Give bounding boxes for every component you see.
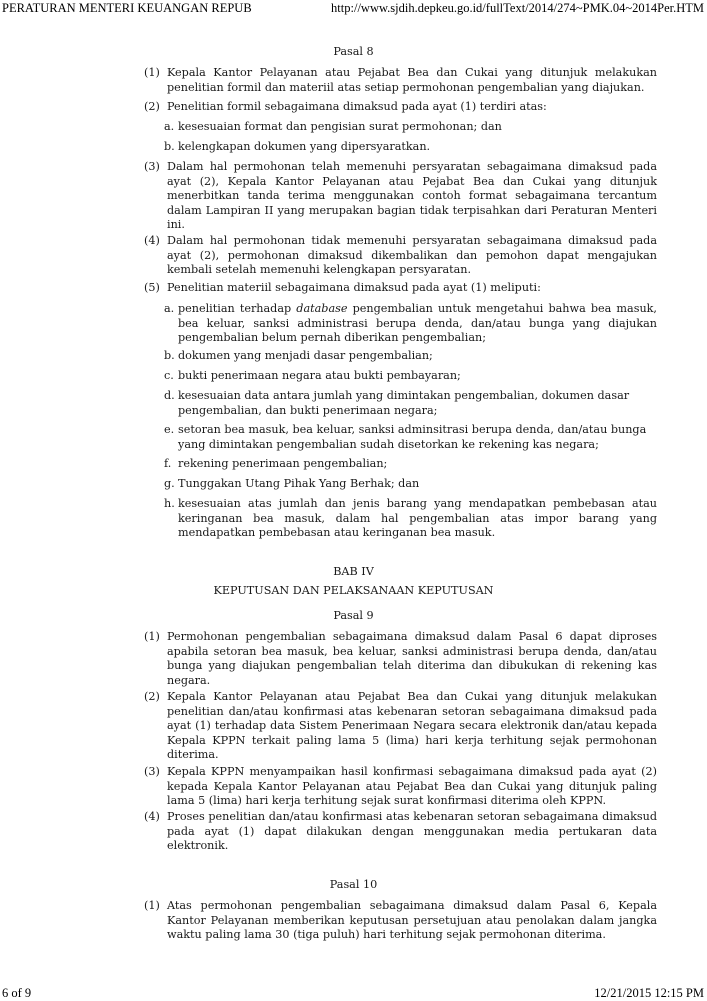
item-letter: a.: [164, 302, 175, 315]
ayat-number: (2): [144, 690, 160, 703]
pasal-8-ayat-5: [144, 281, 657, 296]
item-text: penelitian terhadap database pengembalian untuk mengetahui bahwa bea masuk, bea keluar, sanksi administrasi berupa denda, dan/atau bunga yang diajukan pengembalian belum pernah diberikan pengembalian;: [178, 302, 657, 345]
ayat-text: Dalam hal permohonan telah memenuhi persyaratan sebagaimana dimaksud pada ayat (2), Kepala Kantor Pelayanan atau Pejabat Bea dan Cukai yang ditunjuk menerbitkan tanda terima menggunakan contoh format sebagaimana tercantum dalam Lampiran II yang merupakan bagian tidak terpisahkan dari Peraturan Menteri ini.: [167, 160, 657, 232]
item-letter: b.: [164, 349, 175, 362]
item-letter: g.: [164, 477, 175, 490]
page-number: 6 of 9: [2, 986, 32, 1000]
item-text: kelengkapan dokumen yang dipersyaratkan.: [178, 140, 431, 153]
ayat-text: Atas permohonan pengembalian sebagaimana dimaksud dalam Pasal 6, Kepala Kantor Pelayanan memberikan keputusan persetujuan atau penolakan dalam jangka waktu paling lama 30 (tiga puluh) hari terhitung sejak permohonan diterima.: [167, 899, 657, 942]
ayat-number: (4): [144, 234, 160, 247]
pasal-8-ayat-5-item-c: [164, 369, 657, 384]
ayat-number: (3): [144, 765, 160, 778]
pasal-8-ayat-2: [144, 100, 657, 115]
ayat-text: Kepala Kantor Pelayanan atau Pejabat Bea dan Cukai yang ditunjuk melakukan penelitian dan/atau konfirmasi atas kebenaran setoran sebagaimana dimaksud pada ayat (1) terhadap data Sistem Penerimaan Negara secara elektronik dan/atau kepada Kepala KPPN terkait paling lama 5 (lima) hari kerja terhitung sejak permohonan diterima.: [167, 690, 657, 762]
ayat-text: Penelitian formil sebagaimana dimaksud pada ayat (1) terdiri atas:: [167, 100, 547, 113]
bab-title: BAB IV: [333, 565, 374, 578]
browser-print-title: PERATURAN MENTERI KEUANGAN REPUB: [2, 1, 252, 15]
item-text: kesesuaian atas jumlah dan jenis barang yang mendapatkan pembebasan atau keringanan bea masuk, dalam hal pengembalian atas impor barang yang mendapatkan pembebasan atau keringanan bea masuk.: [178, 497, 657, 540]
pasal-8-ayat-5-item-g: [164, 477, 657, 492]
item-text: kesesuaian data antara jumlah yang dimintakan pengembalian, dokumen dasar pengembalian, dan bukti penerimaan negara;: [178, 389, 630, 417]
database-term: database: [296, 302, 348, 315]
item-letter: b.: [164, 140, 175, 153]
pasal-8-ayat-5-item-b: [164, 349, 657, 364]
pasal-9-ayat-3: [144, 765, 657, 809]
ayat-number: (1): [144, 899, 160, 912]
item-text: Tunggakan Utang Pihak Yang Berhak; dan: [178, 477, 420, 490]
item-letter: a.: [164, 120, 175, 133]
print-datetime: 12/21/2015 12:15 PM: [594, 986, 704, 1000]
ayat-number: (4): [144, 810, 160, 823]
bab-subtitle: KEPUTUSAN DAN PELAKSANAAN KEPUTUSAN: [213, 584, 494, 597]
pasal-8-ayat-2-item-a: [164, 120, 657, 135]
pasal-9-title: Pasal 9: [333, 609, 374, 622]
item-letter: e.: [164, 423, 175, 436]
pasal-8-title: Pasal 8: [333, 45, 374, 58]
ayat-text: Penelitian materiil sebagaimana dimaksud pada ayat (1) meliputi:: [167, 281, 541, 294]
item-text: kesesuaian format dan pengisian surat permohonan; dan: [178, 120, 502, 133]
ayat-number: (1): [144, 630, 160, 643]
browser-print-url: http://www.sjdih.depkeu.go.id/fullText/2014/274~PMK.04~2014Per.HTM: [331, 1, 704, 15]
pasal-8-ayat-3: [144, 160, 657, 233]
ayat-text: Permohonan pengembalian sebagaimana dimaksud dalam Pasal 6 dapat diproses apabila setoran bea masuk, bea keluar, sanksi administrasi berupa denda, dan/atau bunga yang diajukan pengembalian telah diterima dan dibukukan di rekening kas negara.: [167, 630, 657, 687]
pasal-9-ayat-1: [144, 630, 657, 688]
ayat-text: Kepala KPPN menyampaikan hasil konfirmasi sebagaimana dimaksud pada ayat (2) kepada Kepala Kantor Pelayanan atau Pejabat Bea dan Cukai yang ditunjuk paling lama 5 (lima) hari kerja terhitung sejak surat konfirmasi diterima oleh KPPN.: [167, 765, 657, 808]
pasal-8-ayat-5-item-e: [164, 423, 657, 452]
pasal-8-ayat-4: [144, 234, 657, 278]
ayat-number: (1): [144, 66, 160, 79]
item-text: rekening penerimaan pengembalian;: [178, 457, 388, 470]
item-letter: d.: [164, 389, 175, 402]
item-text: dokumen yang menjadi dasar pengembalian;: [178, 349, 433, 362]
pasal-8-ayat-5-item-d: [164, 389, 657, 418]
pasal-10-ayat-1: [144, 899, 657, 943]
item-text: setoran bea masuk, bea keluar, sanksi adminsitrasi berupa denda, dan/atau bunga yang dimintakan pengembalian sudah disetorkan ke rekening kas negara;: [178, 423, 647, 451]
pasal-8-ayat-5-item-f: [164, 457, 657, 472]
ayat-text: Dalam hal permohonan tidak memenuhi persyaratan sebagaimana dimaksud pada ayat (2), permohonan dimaksud dikembalikan dan pemohon dapat mengajukan kembali setelah memenuhi kelengkapan persyaratan.: [167, 234, 657, 277]
pasal-9-ayat-4: [144, 810, 657, 854]
item-letter: f.: [164, 457, 172, 470]
pasal-8-ayat-5-item-h: [164, 497, 657, 541]
item-letter: c.: [164, 369, 174, 382]
ayat-text: Proses penelitian dan/atau konfirmasi atas kebenaran setoran sebagaimana dimaksud pada ayat (1) dapat dilakukan dengan menggunakan media pertukaran data elektronik.: [167, 810, 657, 853]
pasal-8-ayat-1: [144, 66, 657, 95]
pasal-9-ayat-2: [144, 690, 657, 763]
pasal-10-title: Pasal 10: [329, 878, 378, 891]
item-letter: h.: [164, 497, 175, 510]
ayat-number: (2): [144, 100, 160, 113]
ayat-text: Kepala Kantor Pelayanan atau Pejabat Bea dan Cukai yang ditunjuk melakukan penelitian formil dan materiil atas setiap permohonan pengembalian yang diajukan.: [167, 66, 657, 94]
item-text: bukti penerimaan negara atau bukti pembayaran;: [178, 369, 461, 382]
pasal-8-ayat-2-item-b: [164, 140, 657, 155]
ayat-number: (3): [144, 160, 160, 173]
pasal-8-ayat-5-item-a: [164, 302, 657, 346]
ayat-number: (5): [144, 281, 160, 294]
